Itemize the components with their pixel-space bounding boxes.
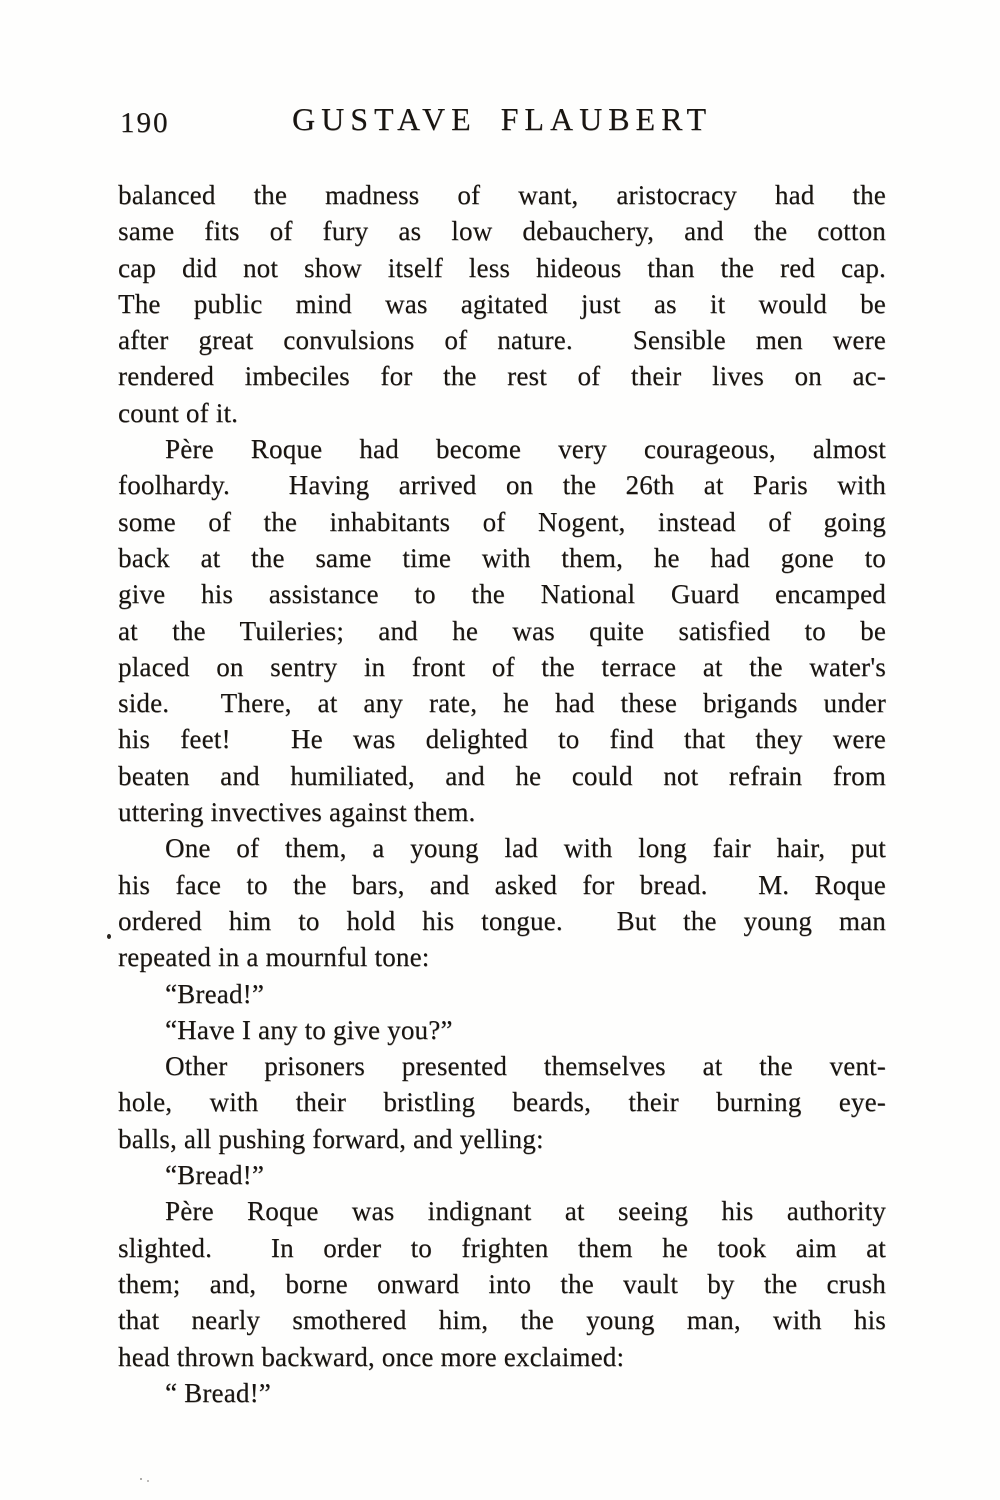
paragraph (118, 830, 886, 975)
scan-speck (147, 1480, 149, 1482)
text-line: foolhardy. Having arrived on the 26th at Paris with (118, 470, 886, 501)
text-line: his feet! He was delighted to find that they were (118, 724, 886, 755)
text-line: placed on sentry in front of the terrace at the water's (118, 651, 886, 682)
text-line: “ Bread!” (165, 1377, 271, 1408)
text-line: that nearly smothered him, the young man, with his (118, 1305, 886, 1336)
text-line: them; and, borne onward into the vault by the crush (118, 1268, 886, 1299)
text-line: “Bread!” (165, 978, 265, 1009)
text-line: after great convulsions of nature. Sensible men were (118, 325, 886, 356)
text-line: his face to the bars, and asked for bread. M. Roque (118, 869, 886, 900)
running-title: GUSTAVE FLAUBERT (291, 101, 713, 137)
text-line: “Have I any to give you?” (165, 1014, 453, 1045)
text-line: head thrown backward, once more exclaimed: (118, 1341, 625, 1372)
page-number: 190 (120, 107, 170, 139)
text-line: Père Roque had become very courageous, almost (165, 434, 886, 465)
scan-speck (140, 1478, 142, 1480)
text-line: side. There, at any rate, he had these brigands under (118, 688, 886, 719)
text-line: back at the same time with them, he had gone to (118, 542, 886, 573)
text-line: give his assistance to the National Guard encamped (118, 579, 886, 610)
paragraph (118, 431, 886, 830)
page-header (118, 101, 886, 143)
text-line: balls, all pushing forward, and yelling: (118, 1123, 544, 1154)
text-line: count of it. (118, 397, 239, 428)
paragraph (118, 1157, 886, 1193)
text-line: “Bread!” (165, 1160, 265, 1191)
text-line: Other prisoners presented themselves at the vent- (165, 1051, 886, 1082)
paragraph (118, 1193, 886, 1374)
text-line: repeated in a mournful tone: (118, 942, 430, 973)
text-line: beaten and humiliated, and he could not refrain from (118, 760, 886, 791)
text-line: cap did not show itself less hideous than the red cap. (118, 252, 886, 283)
page-body (118, 177, 886, 1411)
text-line: slighted. In order to frighten them he took aim at (118, 1232, 886, 1263)
text-line: rendered imbeciles for the rest of their lives on ac- (118, 361, 886, 392)
text-line: uttering invectives against them. (118, 797, 476, 828)
text-line: same fits of fury as low debauchery, and the cotton (118, 216, 886, 247)
paragraph (118, 177, 886, 431)
paragraph (118, 976, 886, 1012)
text-line: at the Tuileries; and he was quite satisfied to be (118, 615, 886, 646)
text-line: ordered him to hold his tongue. But the young man (118, 905, 886, 936)
paragraph (118, 1012, 886, 1048)
text-line: One of them, a young lad with long fair hair, put (165, 833, 886, 864)
paragraph (118, 1375, 886, 1411)
text-line: The public mind was agitated just as it would be (118, 288, 886, 319)
text-line: balanced the madness of want, aristocracy had the (118, 180, 886, 210)
text-line: Père Roque was indignant at seeing his authority (165, 1196, 886, 1227)
text-line: hole, with their bristling beards, their burning eye- (118, 1087, 886, 1118)
scan-speck (107, 934, 111, 939)
text-line: some of the inhabitants of Nogent, instead of going (118, 506, 886, 537)
paragraph (118, 1048, 886, 1157)
